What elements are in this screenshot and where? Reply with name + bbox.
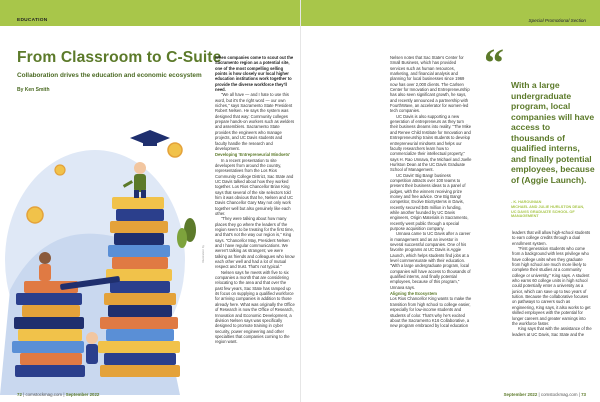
- byline: By Ken Smith: [17, 87, 50, 93]
- right-folio: September 2022 | comstockmag.com | 73: [503, 392, 586, 397]
- art-credit: Illustration by: [201, 245, 205, 263]
- paragraph: Unnava came to UC Davis after a career in management and as an investor in several successful companies. One of his favorite programs at UC Davis is Aggie Launch, which helps students find jobs at a level commensurate with their education. "With a large undergraduate program, local companies will have access to thousands of qualified interns, and finally potential employees, because of this program," Unnava says.: [390, 231, 471, 290]
- plant-icon: [177, 218, 196, 248]
- paragraph: King says that with the assistance of the leaders at UC Davis, Sac State and the: [512, 326, 592, 337]
- pull-quote-attribution: - K. HAROUNIAN MICHAEL AND JULIE HURLSTON DEAN, UC DAVIS GRADUATE SCHOOL OF MANAGEMENT: [511, 200, 585, 219]
- graduation-cap-icon: [130, 130, 170, 146]
- article-column-1: [215, 55, 295, 345]
- paragraph: When companies come to scout out the Sacramento region as a potential site, one of the most compelling selling points is how closely our local higher education institutions work together to provide the diverse workforce they'll need.: [215, 55, 294, 93]
- paragraph: "First generation students who come from a background with less privilege who have college units when they graduate from high school are much more likely to complete their studies at a community college or university," King says. A student who earns 60 college units in high school could potentially enter a university as a junior, which can save up to two years of tuition. Because the collaborative focuses on pathways to careers such as engineering, King says, it also works to get skilled employees with the potential for longer careers and greater earnings into the workforce faster.: [512, 246, 591, 326]
- paragraph: leaders that will allow high-school students to earn college credits through a dual enrollment system.: [512, 230, 591, 246]
- article-column-2: [390, 55, 472, 329]
- pull-quote: With a large undergraduate program, local companies will have access to thousands of qualified interns, and finally potential employees, because of (Aggie Launch).: [511, 80, 595, 185]
- paragraph: Los Rios Chancellor King wants to make the transition from high school to college easier, especially for low-income students and students of color. That's why he's excited about the Sacramento K16 Collaborative, a new program embraced by local education: [390, 296, 472, 329]
- paragraph: Nelsen says he meets with five to six companies a month that are considering relocating to the area and that over the past few years, Sac State has ramped up its focus on supplying a qualified workforce for arriving companies in addition to those already here. What was originally the Office of Research is now the Office of Research, Innovation and Economic Development, a division Nelsen says was specifically designed to promote training in cyber security, power engineering and other specialties that companies coming to the region want.: [215, 269, 295, 345]
- article-title: From Classroom to C-Suite: [17, 49, 222, 66]
- section-label: EDUCATION: [17, 18, 48, 23]
- stacked-books-illustration: [0, 110, 205, 395]
- promo-label: Special Promotional Section: [528, 18, 586, 23]
- paragraph: Nelsen notes that Sac State's Center for Small Business, which has provided services such as human resources, marketing, and financial analysis and planning for local businesses since 1969 now has over 2,000 clients. The Carlsen Center for Innovation and Entrepreneurship has also seen significant growth, he says, and recently announced a partnership with FourthWave, an accelerator for women-led tech companies.: [390, 55, 470, 114]
- left-folio: 72 | comstockmag.com | September 2022: [17, 392, 100, 397]
- subhead: Aligning the Ecosystem: [390, 291, 437, 297]
- person-left: [39, 252, 51, 281]
- person-bottom: [86, 332, 98, 364]
- subhead: Developing 'Entrepreneurial Mindsets': [215, 152, 291, 158]
- left-book-stack: [12, 281, 85, 377]
- article-column-3: [512, 230, 592, 337]
- article-subtitle: Collaboration drives the education and economic ecosystem: [17, 72, 202, 79]
- paragraph: "We all have — and I hate to use this word, but it's the right word — our own niches," says Sacramento State President Robert Nelsen. He says the system was designed that way: Community colleges prepare hands-on workers such as welders and assemblers. Sacramento State provides the engineers who manage projects, and UC Davis students and faculty handle the research and development.: [215, 92, 295, 151]
- paragraph: UC Davis is also supporting a new generation of entrepreneurs as they turn their business dreams into reality. "The Mike and Renee Child Institute for Innovation and Entrepreneurship trains students to develop entrepreneurial mindsets and helps our faculty researchers learn how to commercialize their intellectual property," says H. Rao Unnava, the Michael and Joelle Hurlston Dean at the UC Davis Graduate School of Management.: [390, 113, 472, 173]
- quote-mark-icon: “: [484, 40, 504, 85]
- paragraph: In a recent presentation to site developers from around the country, representatives from the Los Rios Community College District, Sac State and UC Davis talked about how they worked together. Los Rios Chancellor Brian King says that several of the site selectors told him it was obvious that he, Nelsen and UC Davis Chancellor Gary May not only work together well but also genuinely like each other.: [215, 157, 294, 216]
- right-book-stack: [98, 197, 180, 377]
- paragraph: UC Davis' Big Bang! business competition attracts over 100 teams to present their business ideas to a panel of judges, with the winners receiving prize money and free advice. One Big Bang! competitor, Evolve BioSystems in Davis, recently secured $45 million in funding, while another founded by UC Davis engineers, Origin Materials in Sacramento, recently went public through a special purpose acquisition company.: [390, 172, 469, 231]
- paragraph: "They were talking about how many places they go where the leaders of the region seem to be treating for the first time, and that's not the way our region is," King says. "Chancellor May, President Nelsen and I have regular communications. We weren't talking as strangers; we were talking as friends and colleagues who know each other well and had a lot of mutual respect and trust. That's not typical.": [215, 216, 295, 270]
